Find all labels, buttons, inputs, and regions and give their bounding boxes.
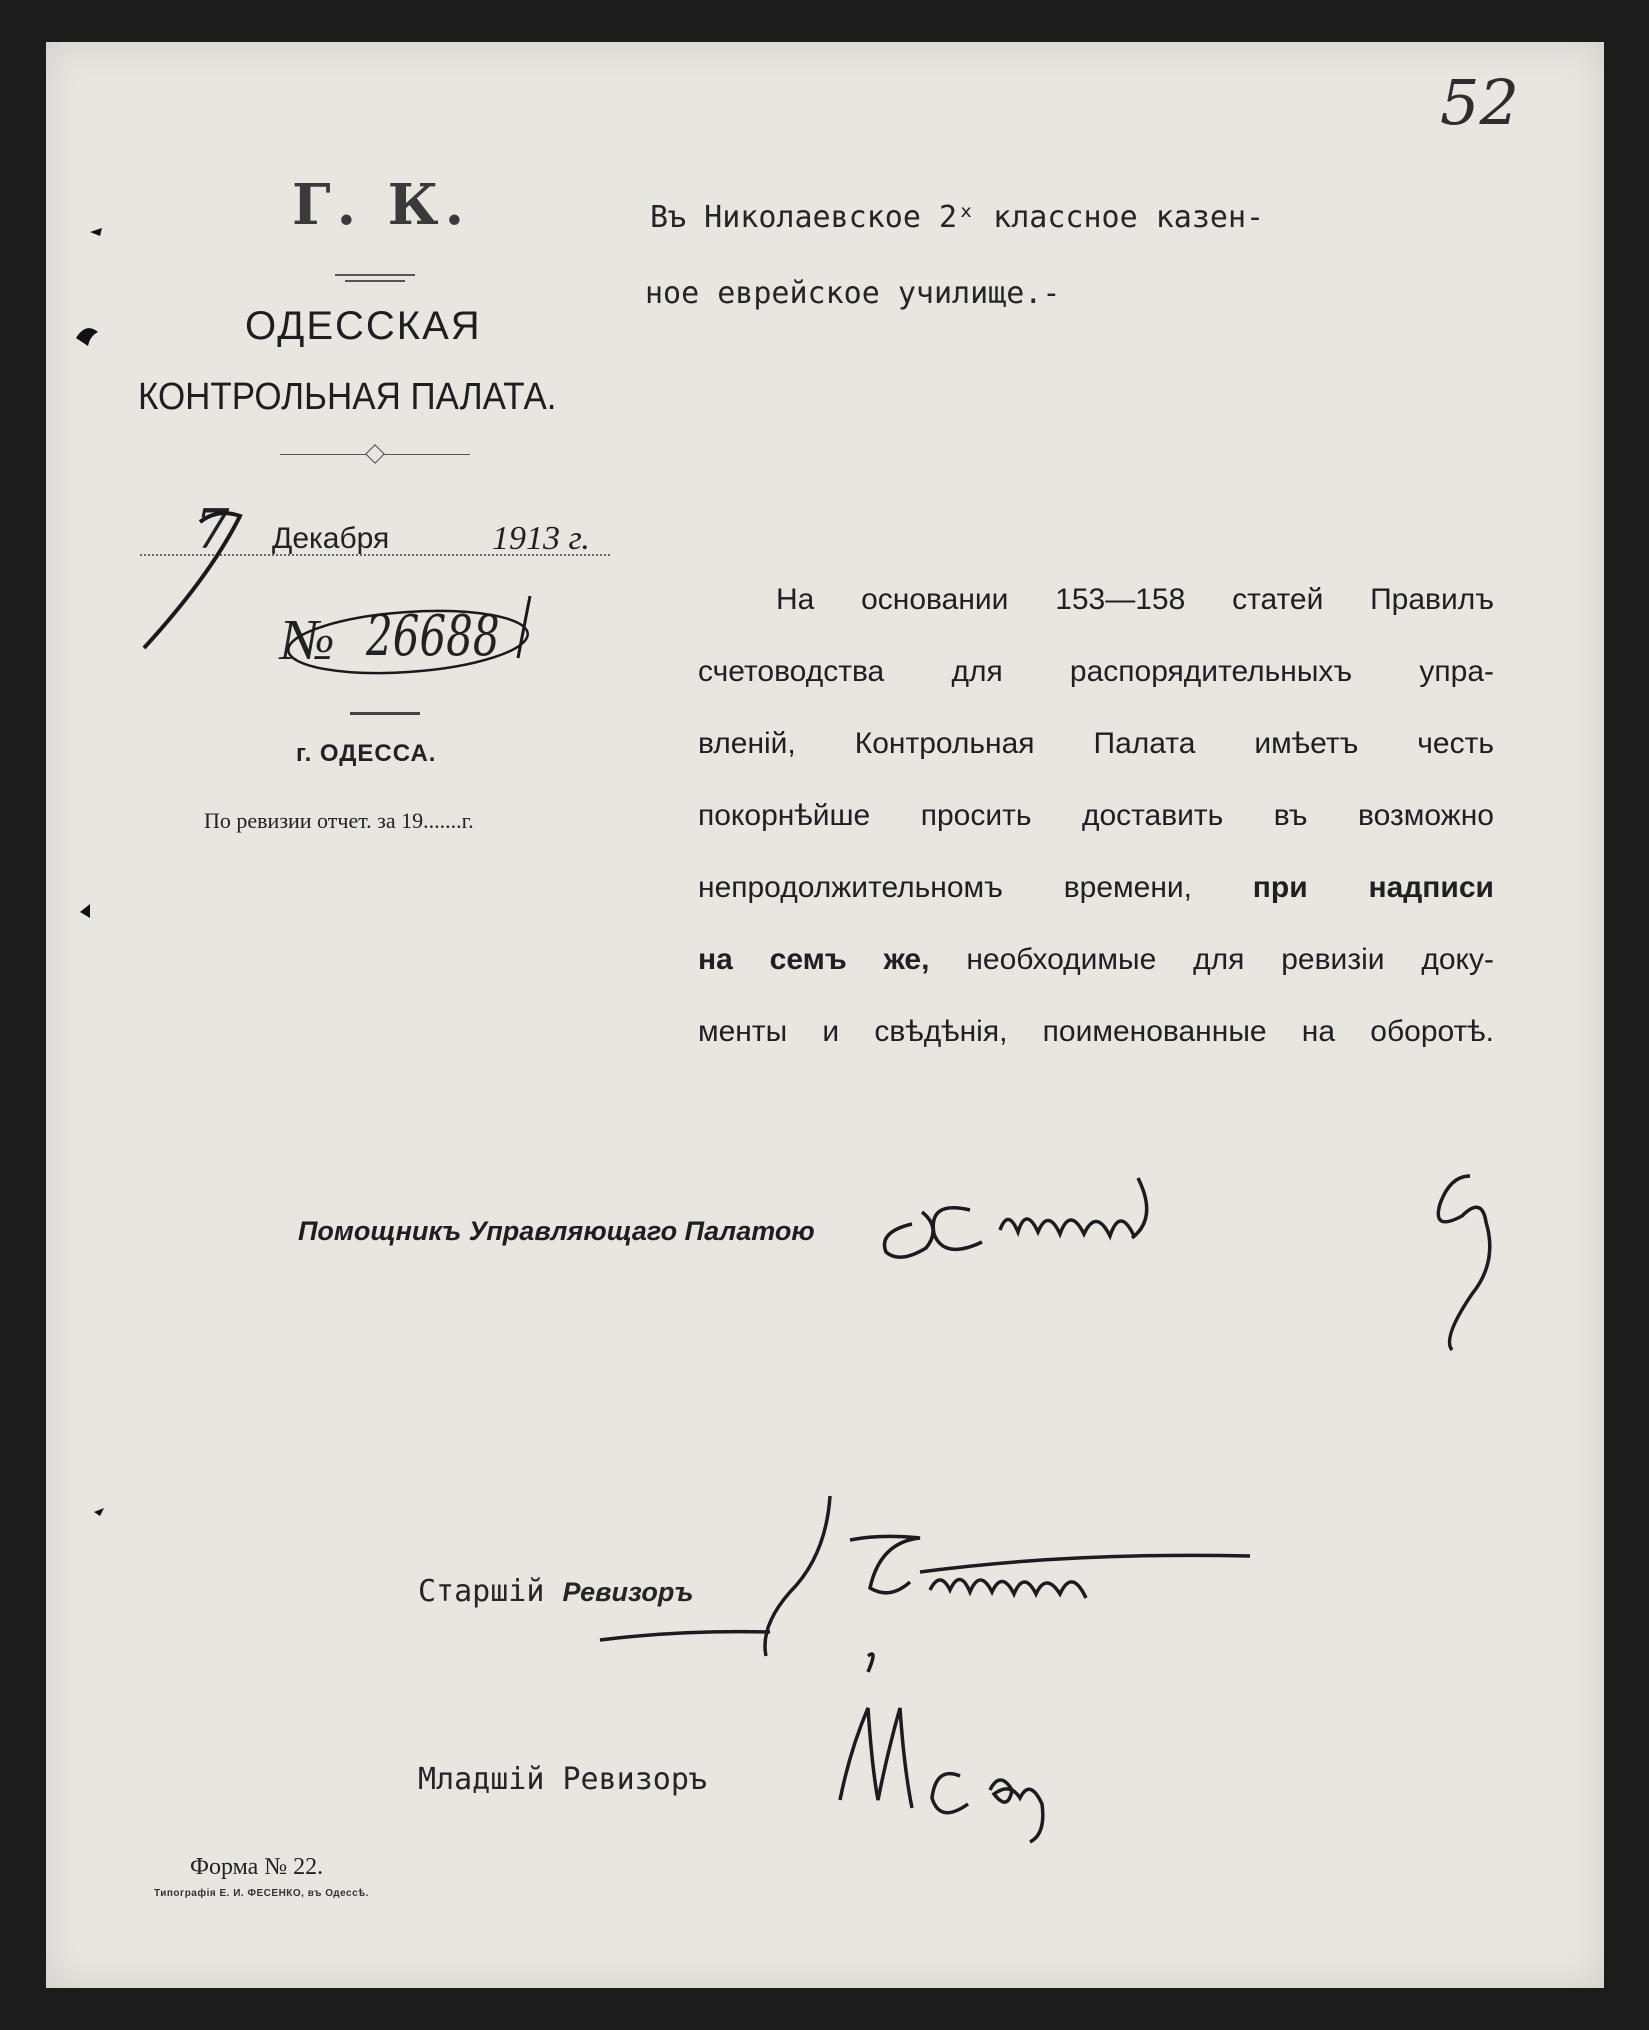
body-line: менты и свѣдѣнія, поименованные на оборотѣ. <box>698 1015 1494 1048</box>
addressee-line1: Въ Николаевское 2ˣ классное казен- <box>650 200 1265 235</box>
divider <box>350 712 420 715</box>
body-emphasis: при надписи <box>1252 871 1494 904</box>
addressee-line2: ное еврейское училище.- <box>645 276 1061 311</box>
office-name-line1: ОДЕССКАЯ <box>245 304 482 348</box>
date-year: 1913 г. <box>492 520 590 557</box>
number-label: № <box>280 607 335 672</box>
assistant-manager-title: Помощникъ Управляющаго Палатою <box>298 1216 815 1246</box>
senior-auditor-label-a: Старшій <box>418 1574 563 1609</box>
body-line: счетоводства для распорядительныхъ упра- <box>698 655 1494 688</box>
body-emphasis: на семъ же, <box>698 943 930 976</box>
senior-auditor-label <box>418 1574 693 1609</box>
body-line: покорнѣйше просить доставить въ возможно <box>698 799 1494 832</box>
body-paragraph <box>698 564 1494 1068</box>
letterhead-initials: Г. К. <box>292 172 471 238</box>
form-number: Форма № 22. <box>190 1854 324 1880</box>
senior-auditor-label-b: Ревизоръ <box>562 1577 694 1607</box>
body-line-part: необходимые для ревизіи доку- <box>929 943 1494 976</box>
body-line <box>698 924 1494 996</box>
body-line-part: непродолжительномъ времени, <box>698 871 1253 904</box>
office-name-line2: КОНТРОЛЬНАЯ ПАЛАТА. <box>138 376 557 418</box>
body-line: вленій, Контрольная Палата имѣетъ честь <box>698 727 1494 760</box>
city-name: г. ОДЕССА. <box>296 740 437 767</box>
divider <box>335 274 415 276</box>
folio-number: 52 <box>1440 66 1519 139</box>
body-line: На основании 153—158 статей Правилъ <box>776 583 1494 616</box>
revision-line: По ревизии отчет. за 19.......г. <box>204 808 474 833</box>
date-day: 7 <box>195 498 230 561</box>
outgoing-number: 26688 <box>366 604 500 669</box>
date-month: Декабря <box>272 522 390 555</box>
body-line <box>698 852 1494 924</box>
junior-auditor-label: Младшій Ревизоръ <box>418 1762 707 1797</box>
divider <box>345 280 405 282</box>
printer-imprint: Типографія Е. И. ФЕСЕНКО, въ Одессѣ. <box>154 1888 369 1899</box>
